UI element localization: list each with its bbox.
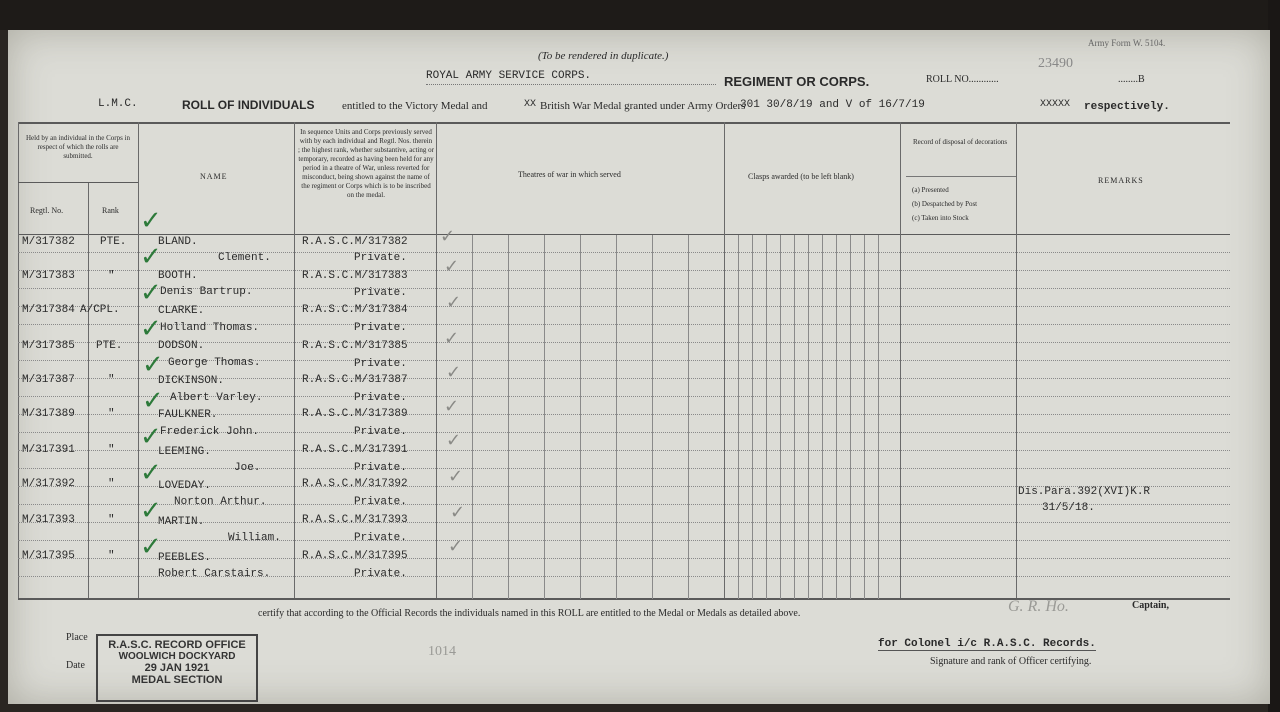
forenames: Clement. bbox=[218, 252, 271, 264]
medal-roll-page bbox=[8, 30, 1270, 704]
unit-service: R.A.S.C.M/317385 bbox=[302, 340, 408, 352]
pencil-tick-icon: ✓ bbox=[448, 466, 464, 487]
check-icon: ✓ bbox=[140, 532, 162, 562]
rank: " bbox=[108, 514, 115, 526]
clasp-subcol bbox=[738, 235, 739, 599]
check-icon: ✓ bbox=[140, 314, 162, 344]
pencil-tick-icon: ✓ bbox=[440, 226, 456, 247]
check-icon: ✓ bbox=[140, 242, 162, 272]
clasp-subcol bbox=[822, 235, 823, 599]
roll-number: 23490 bbox=[1038, 56, 1073, 71]
regtl-no: M/317395 bbox=[22, 550, 75, 562]
surname: FAULKNER. bbox=[158, 409, 218, 421]
remark-line-1: Dis.Para.392(XVI)K.R bbox=[1018, 486, 1151, 498]
unit-service: R.A.S.C.M/317387 bbox=[302, 374, 408, 386]
surname: DICKINSON. bbox=[158, 375, 225, 387]
remark-line-2: 31/5/18. bbox=[1042, 502, 1095, 514]
rank-held: Private. bbox=[354, 252, 407, 264]
regtl-no: M/317389 bbox=[22, 408, 75, 420]
roll-title: ROLL OF INDIVIDUALS bbox=[182, 98, 315, 112]
remarks-header: REMARKS bbox=[1098, 176, 1144, 185]
rank-held: Private. bbox=[354, 532, 407, 544]
respectively-text: respectively. bbox=[1084, 101, 1170, 113]
stamp-office: R.A.S.C. RECORD OFFICE bbox=[108, 639, 246, 651]
clasp-subcol bbox=[780, 235, 781, 599]
theatre-subcol bbox=[652, 235, 653, 599]
rank: " bbox=[108, 478, 115, 490]
forenames: Frederick John. bbox=[160, 426, 260, 438]
row-line bbox=[18, 540, 1230, 541]
disposal-c: (c) Taken into Stock bbox=[912, 214, 969, 222]
check-icon: ✓ bbox=[142, 386, 164, 416]
theatre-subcol bbox=[580, 235, 581, 599]
regtl-no: M/317393 bbox=[22, 514, 75, 526]
clasps-header: Clasps awarded (to be left blank) bbox=[748, 172, 854, 181]
surname: BOOTH. bbox=[158, 270, 198, 282]
forenames: George Thomas. bbox=[168, 357, 261, 369]
unit-service: R.A.S.C.M/317383 bbox=[302, 270, 408, 282]
forenames: Joe. bbox=[234, 462, 261, 474]
book-binding bbox=[0, 0, 1280, 30]
table-header-border bbox=[18, 234, 1230, 235]
rank-held: Private. bbox=[354, 462, 407, 474]
row-line bbox=[18, 252, 1230, 253]
forenames: Robert Carstairs. bbox=[158, 568, 271, 580]
rank-held: Private. bbox=[354, 358, 407, 370]
stamp-date: 29 JAN 1921 bbox=[144, 662, 210, 674]
unit-service: R.A.S.C.M/317393 bbox=[302, 514, 408, 526]
theatre-subcol bbox=[544, 235, 545, 599]
theatres-header: Theatres of war in which served bbox=[518, 170, 621, 179]
pencil-tick-icon: ✓ bbox=[446, 292, 462, 313]
pencil-tick-icon: ✓ bbox=[444, 396, 460, 417]
row-line bbox=[18, 270, 1230, 271]
check-icon: ✓ bbox=[140, 458, 162, 488]
stamp-section: MEDAL SECTION bbox=[131, 674, 223, 686]
clasp-subcol bbox=[878, 235, 879, 599]
rank: A/CPL. bbox=[80, 304, 120, 316]
rank: " bbox=[108, 550, 115, 562]
forenames: Holland Thomas. bbox=[160, 322, 260, 334]
pencil-note: 1014 bbox=[428, 644, 456, 659]
check-icon: ✓ bbox=[140, 206, 162, 236]
clasp-subcol bbox=[850, 235, 851, 599]
disposal-header: Record of disposal of decorations bbox=[912, 138, 1008, 146]
rank-held: Private. bbox=[354, 392, 407, 404]
check-icon: ✓ bbox=[140, 496, 162, 526]
rank-held: Private. bbox=[354, 426, 407, 438]
clasp-subcol bbox=[808, 235, 809, 599]
surname: CLARKE. bbox=[158, 305, 205, 317]
regtl-no: M/317392 bbox=[22, 478, 75, 490]
struck-text: XX bbox=[524, 99, 537, 110]
row-line bbox=[18, 468, 1230, 469]
units-header: In sequence Units and Corps previously served with by each individual and Regtl. Nos. therein ; the highest rank, whether substantive, acting or temporary, recorded as having been held for any period in a theatre of War, unless reverted for misconduct, being shown against the name of the regiment or Corps which is to be inscribed on the medal. bbox=[298, 128, 434, 199]
certify-text: certify that according to the Official Records the individuals named in this ROLL are entitled to the Medal or Medals as detailed above. bbox=[258, 608, 801, 619]
regtl-no-header: Regtl. No. bbox=[30, 206, 64, 215]
forenames: Albert Varley. bbox=[170, 392, 263, 404]
check-icon: ✓ bbox=[140, 278, 162, 308]
corps-name: ROYAL ARMY SERVICE CORPS. bbox=[426, 70, 592, 82]
rank-header: Rank bbox=[102, 206, 119, 215]
held-by-header: Held by an individual in the Corps in respect of which the rolls are submitted. bbox=[25, 134, 130, 160]
duplicate-note: (To be rendered in duplicate.) bbox=[538, 50, 669, 62]
rank: " bbox=[108, 374, 115, 386]
clasp-subcol bbox=[752, 235, 753, 599]
theatre-subcol bbox=[616, 235, 617, 599]
colonel-text: for Colonel i/c R.A.S.C. Records. bbox=[878, 638, 1096, 650]
rank: " bbox=[108, 408, 115, 420]
surname: LEEMING. bbox=[158, 446, 211, 458]
regiment-label: REGIMENT OR CORPS. bbox=[724, 74, 870, 89]
forenames: Denis Bartrup. bbox=[160, 286, 253, 298]
unit-service: R.A.S.C.M/317389 bbox=[302, 408, 408, 420]
stamp-location: WOOLWICH DOCKYARD bbox=[118, 651, 236, 662]
record-office-stamp bbox=[96, 634, 258, 702]
surname: PEEBLES. bbox=[158, 552, 211, 564]
pencil-tick-icon: ✓ bbox=[450, 502, 466, 523]
surname: MARTIN. bbox=[158, 516, 205, 528]
surname: LOVEDAY. bbox=[158, 480, 211, 492]
roll-suffix: ........B bbox=[1118, 74, 1145, 85]
clasp-subcol bbox=[766, 235, 767, 599]
clasp-subcol bbox=[794, 235, 795, 599]
regtl-no: M/317385 bbox=[22, 340, 75, 352]
theatre-subcol bbox=[688, 235, 689, 599]
forenames: Norton Arthur. bbox=[174, 496, 267, 508]
pencil-tick-icon: ✓ bbox=[444, 256, 460, 277]
pencil-tick-icon: ✓ bbox=[446, 362, 462, 383]
check-icon: ✓ bbox=[142, 350, 164, 380]
rank-held: Private. bbox=[354, 496, 407, 508]
pencil-tick-icon: ✓ bbox=[448, 536, 464, 557]
theatre-subcol bbox=[508, 235, 509, 599]
rank: " bbox=[108, 444, 115, 456]
name-header: NAME bbox=[200, 172, 228, 181]
captain-label: Captain, bbox=[1132, 600, 1169, 611]
unit-service: R.A.S.C.M/317391 bbox=[302, 444, 408, 456]
surname: DODSON. bbox=[158, 340, 205, 352]
rank: PTE. bbox=[100, 236, 127, 248]
unit-service: R.A.S.C.M/317395 bbox=[302, 550, 408, 562]
rank: " bbox=[108, 270, 115, 282]
subheader-border bbox=[18, 182, 138, 183]
pencil-tick-icon: ✓ bbox=[444, 328, 460, 349]
signature-label: Signature and rank of Officer certifying. bbox=[930, 656, 1092, 667]
pencil-tick-icon: ✓ bbox=[446, 430, 462, 451]
check-icon: ✓ bbox=[140, 422, 162, 452]
rank: PTE. bbox=[96, 340, 123, 352]
disposal-b: (b) Despatched by Post bbox=[912, 200, 978, 208]
signature-mark: G. R. Ho. bbox=[1008, 598, 1069, 615]
crossed-text: XXXXX bbox=[1040, 99, 1071, 110]
clasp-subcol bbox=[864, 235, 865, 599]
theatre-subcol bbox=[472, 235, 473, 599]
corps-underline bbox=[426, 84, 716, 85]
disposal-divider bbox=[906, 176, 1016, 177]
bwm-text: British War Medal granted under Army Orders bbox=[540, 100, 746, 112]
unit-service: R.A.S.C.M/317384 bbox=[302, 304, 408, 316]
regtl-no: M/317391 bbox=[22, 444, 75, 456]
rank-held: Private. bbox=[354, 287, 407, 299]
army-orders: 301 30/8/19 and V of 16/7/19 bbox=[740, 99, 925, 111]
regtl-no: M/317382 bbox=[22, 236, 75, 248]
unit-service: R.A.S.C.M/317382 bbox=[302, 236, 408, 248]
rank-held: Private. bbox=[354, 568, 407, 580]
rank-held: Private. bbox=[354, 322, 407, 334]
col-divider bbox=[88, 182, 89, 598]
date-label: Date bbox=[66, 660, 85, 671]
regtl-no: M/317383 bbox=[22, 270, 75, 282]
regtl-no: M/317387 bbox=[22, 374, 75, 386]
roll-no-label: ROLL NO............ bbox=[926, 74, 999, 85]
disposal-a: (a) Presented bbox=[912, 186, 949, 194]
unit-label: L.M.C. bbox=[98, 98, 138, 110]
forenames: William. bbox=[228, 532, 281, 544]
unit-service: R.A.S.C.M/317392 bbox=[302, 478, 408, 490]
clasp-subcol bbox=[836, 235, 837, 599]
surname: BLAND. bbox=[158, 236, 198, 248]
table-top-border bbox=[18, 122, 1230, 124]
entitled-text: entitled to the Victory Medal and bbox=[342, 100, 488, 112]
form-number: Army Form W. 5104. bbox=[1088, 38, 1166, 48]
regtl-no: M/317384 bbox=[22, 304, 75, 316]
place-label: Place bbox=[66, 632, 88, 643]
